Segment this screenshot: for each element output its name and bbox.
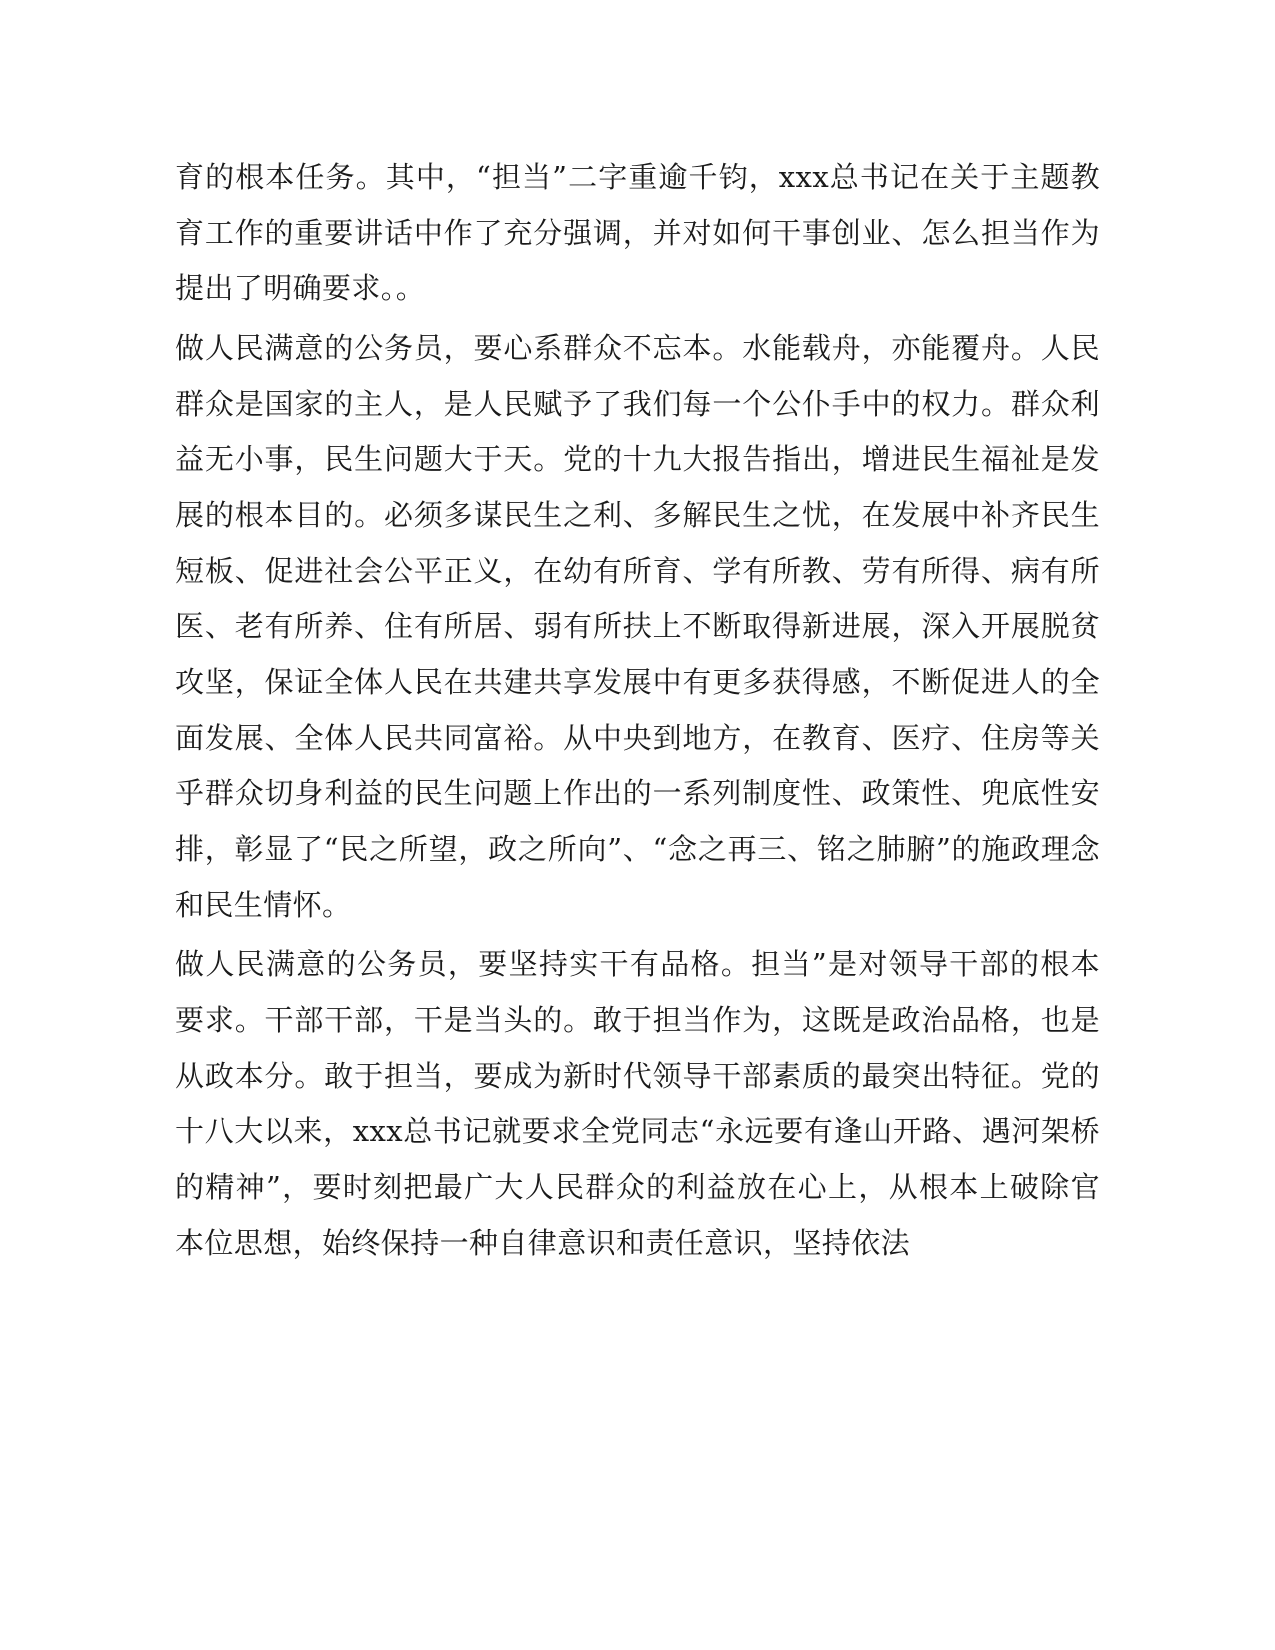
paragraph-1: 育的根本任务。其中，“担当”二字重逾千钧，xxx总书记在关于主题教育工作的重要讲话中作了充分强调，并对如何干事创业、怎么担当作为提出了明确要求。。 (175, 160, 1100, 306)
paragraph-2: 做人民满意的公务员，要心系群众不忘本。水能载舟，亦能覆舟。人民群众是国家的主人，是人民赋予了我们每一个公仆手中的权力。群众利益无小事，民生问题大于天。党的十九大报告指出，增进民生福祉是发展的根本目的。必须多谋民生之利、多解民生之忧，在发展中补齐民生短板、促进社会公平正义，在幼有所育、学有所教、劳有所得、病有所医、老有所养、住有所居、弱有所扶上不断取得新进展，深入开展脱贫攻坚，保证全体人民在共建共享发展中有更多获得感，不断促进人的全面发展、全体人民共同富裕。从中央到地方，在教育、医疗、住房等关乎群众切身利益的民生问题上作出的一系列制度性、政策性、兜底性安排，彰显了“民之所望，政之所向”、“念之再三、铭之肺腑”的施政理念和民生情怀。 (175, 331, 1100, 922)
paragraph-3: 做人民满意的公务员，要坚持实干有品格。担当”是对领导干部的根本要求。干部干部，干是当头的。敢于担当作为，这既是政治品格，也是从政本分。敢于担当，要成为新时代领导干部素质的最突出特征。党的十八大以来，xxx总书记就要求全党同志“永远要有逢山开路、遇河架桥的精神”，要时刻把最广大人民群众的利益放在心上，从根本上破除官本位思想，始终保持一种自律意识和责任意识，坚持依法 (175, 947, 1100, 1260)
document-body (175, 150, 1100, 1271)
